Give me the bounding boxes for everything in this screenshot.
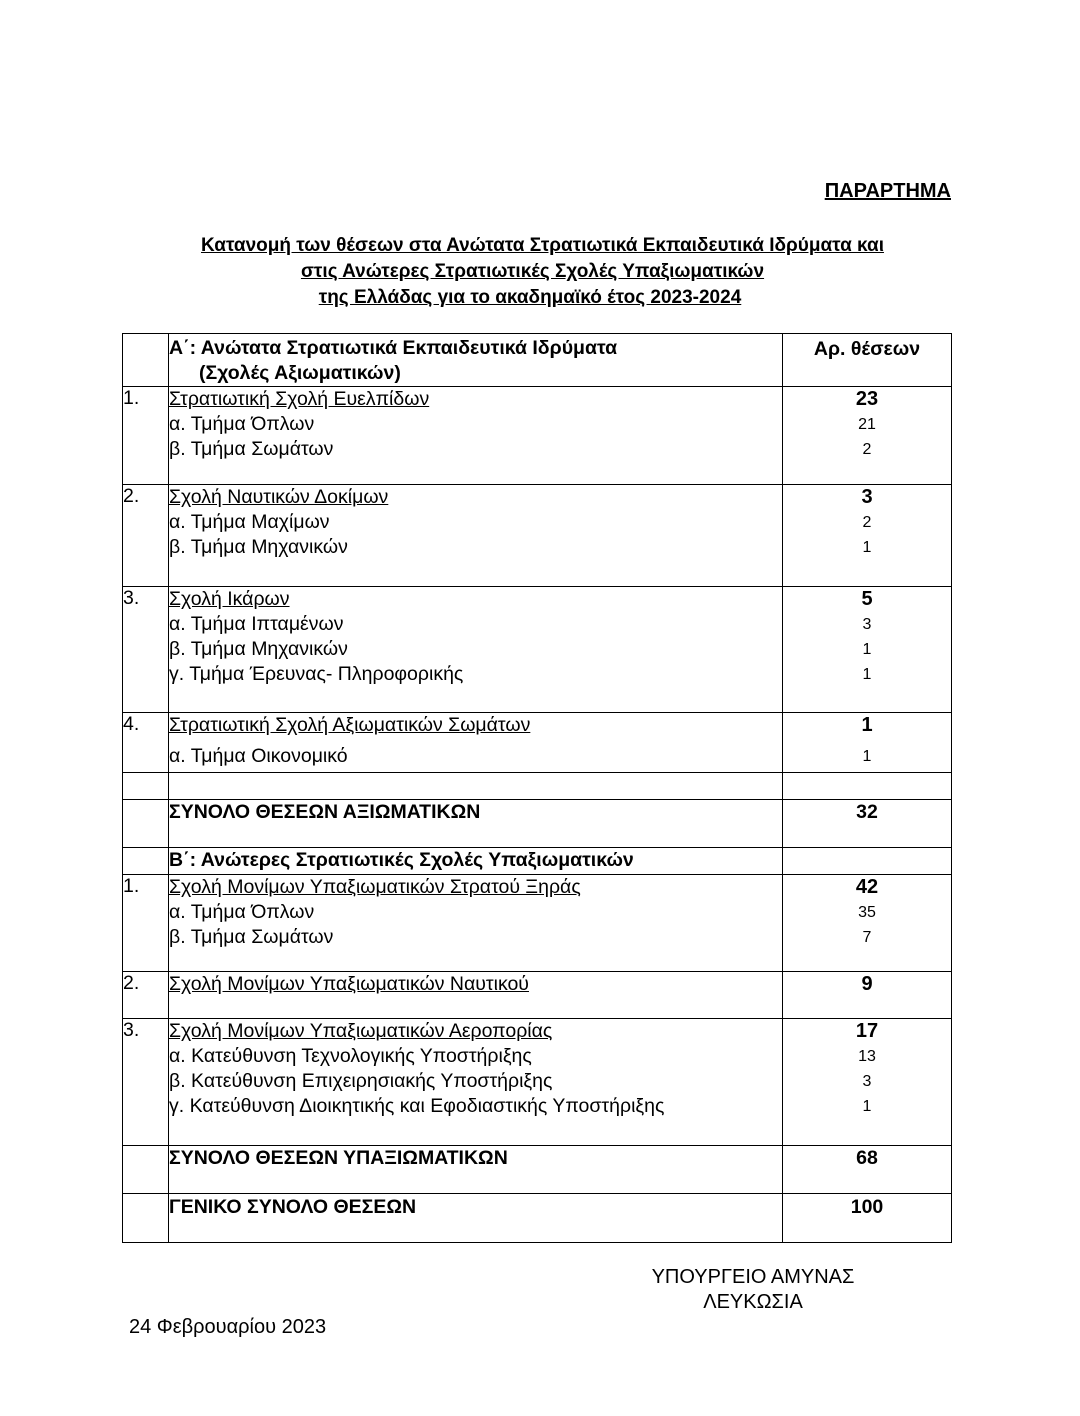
- department-label: γ. Τμήμα Έρευνας- Πληροφορικής: [169, 663, 464, 685]
- department-label: α. Κατεύθυνση Τεχνολογικής Υποστήριξης: [169, 1045, 532, 1067]
- school-name: Σχολή Ικάρων: [169, 588, 290, 610]
- grand-total-row: [123, 1194, 952, 1243]
- table-row: [123, 1019, 952, 1146]
- num-cell: [123, 334, 169, 387]
- school-name: Σχολή Μονίμων Υπαξιωματικών Ναυτικού: [169, 973, 529, 995]
- school-cell: [169, 587, 783, 713]
- school-name: Στρατιωτική Σχολή Αξιωματικών Σωμάτων: [169, 714, 531, 736]
- officers-total-label: ΣΥΝΟΛΟ ΘΕΣΕΩΝ ΑΞΙΩΜΑΤΙΚΩΝ: [169, 800, 783, 848]
- department-label: α. Τμήμα Μαχίμων: [169, 511, 330, 533]
- school-cell: [169, 713, 783, 773]
- department-value: 1: [862, 666, 872, 683]
- positions-cell: [783, 972, 952, 1019]
- grand-total-label: ΓΕΝΙΚΟ ΣΥΝΟΛΟ ΘΕΣΕΩΝ: [169, 1194, 783, 1243]
- positions-cell: [783, 587, 952, 713]
- row-number: 2.: [123, 972, 169, 1019]
- title-line-2: στις Ανώτερες Στρατιωτικές Σχολές Υπαξιωματικών: [300, 261, 765, 282]
- row-number: 3.: [123, 587, 169, 713]
- department-value: 3: [862, 1073, 872, 1090]
- section-a-title-line-1: Α΄: Ανώτατα Στρατιωτικά Εκπαιδευτικά Ιδρύματα: [169, 337, 618, 359]
- department-label: β. Κατεύθυνση Επιχειρησιακής Υποστήριξης: [169, 1070, 553, 1092]
- school-cell: [169, 875, 783, 972]
- school-cell: [169, 972, 783, 1019]
- ministry-name: ΥΠΟΥΡΓΕΙΟ ΑΜΥΝΑΣ: [651, 1266, 855, 1288]
- school-name: Στρατιωτική Σχολή Ευελπίδων: [169, 388, 430, 410]
- department-value: 7: [862, 929, 872, 946]
- school-total: 1: [861, 714, 873, 736]
- ministry-signature: [640, 1265, 866, 1315]
- table-row: [123, 387, 952, 485]
- department-label: α. Τμήμα Οικονομικό: [169, 745, 348, 767]
- department-value: 35: [858, 904, 876, 921]
- department-label: α. Τμήμα Όπλων: [169, 901, 315, 923]
- positions-cell: [783, 1019, 952, 1146]
- row-number: 1.: [123, 387, 169, 485]
- city-name: ΛΕΥΚΩΣΙΑ: [703, 1291, 803, 1313]
- department-label: β. Τμήμα Μηχανικών: [169, 536, 348, 558]
- nco-total-row: [123, 1146, 952, 1194]
- school-cell: [169, 485, 783, 587]
- officers-total-value: 32: [783, 800, 952, 848]
- row-number: 1.: [123, 875, 169, 972]
- grand-total-value: 100: [783, 1194, 952, 1243]
- department-label: β. Τμήμα Σωμάτων: [169, 926, 334, 948]
- section-a-title-line-2: (Σχολές Αξιωματικών): [199, 362, 401, 384]
- department-value: 1: [862, 748, 872, 765]
- school-total: 3: [861, 486, 873, 508]
- department-value: 1: [862, 1098, 872, 1115]
- annex-heading: ΠΑΡΑΡΤΗΜΑ: [824, 180, 951, 202]
- department-value: 13: [858, 1048, 876, 1065]
- row-number: 2.: [123, 485, 169, 587]
- document-date: 24 Φεβρουαρίου 2023: [129, 1316, 327, 1338]
- department-value: 1: [862, 539, 872, 556]
- title-line-3: της Ελλάδας για το ακαδημαϊκό έτος 2023-2024: [318, 287, 742, 308]
- positions-cell: [783, 875, 952, 972]
- school-cell: [169, 387, 783, 485]
- section-b-title: Β΄: Ανώτερες Στρατιωτικές Σχολές Υπαξιωματικών: [169, 848, 783, 875]
- school-name: Σχολή Μονίμων Υπαξιωματικών Αεροπορίας: [169, 1020, 553, 1042]
- positions-cell: [783, 485, 952, 587]
- section-a-title: [169, 334, 783, 387]
- positions-cell: [783, 713, 952, 773]
- row-number: 4.: [123, 713, 169, 773]
- department-label: β. Τμήμα Σωμάτων: [169, 438, 334, 460]
- positions-table: [122, 333, 952, 1243]
- department-label: γ. Κατεύθυνση Διοικητικής και Εφοδιαστικής Υποστήριξης: [169, 1095, 665, 1117]
- department-label: β. Τμήμα Μηχανικών: [169, 638, 348, 660]
- school-total: 17: [855, 1020, 879, 1042]
- column-header-positions: Αρ. θέσεων: [783, 334, 952, 387]
- table-row: [123, 713, 952, 773]
- table-row: [123, 972, 952, 1019]
- table-row: [123, 875, 952, 972]
- table-row: [123, 587, 952, 713]
- department-label: α. Τμήμα Όπλων: [169, 413, 315, 435]
- school-name: Σχολή Ναυτικών Δοκίμων: [169, 486, 389, 508]
- table-row: [123, 485, 952, 587]
- school-total: 9: [861, 973, 873, 995]
- department-value: 3: [862, 616, 872, 633]
- section-a-header-row: [123, 334, 952, 387]
- title-line-1: Κατανομή των θέσεων στα Ανώτατα Στρατιωτικά Εκπαιδευτικά Ιδρύματα και: [201, 235, 884, 256]
- positions-cell: [783, 387, 952, 485]
- document-title: [0, 233, 1080, 311]
- department-value: 21: [858, 416, 876, 433]
- nco-total-value: 68: [783, 1146, 952, 1194]
- school-total: 23: [855, 388, 879, 410]
- school-total: 5: [861, 588, 873, 610]
- department-value: 2: [862, 441, 872, 458]
- school-total: 42: [855, 876, 879, 898]
- row-number: 3.: [123, 1019, 169, 1146]
- section-b-header-row: [123, 848, 952, 875]
- nco-total-label: ΣΥΝΟΛΟ ΘΕΣΕΩΝ ΥΠΑΞΙΩΜΑΤΙΚΩΝ: [169, 1146, 783, 1194]
- department-label: α. Τμήμα Ιπταμένων: [169, 613, 344, 635]
- department-value: 1: [862, 641, 872, 658]
- officers-total-row: [123, 800, 952, 848]
- spacer-row: [123, 773, 952, 800]
- department-value: 2: [862, 514, 872, 531]
- school-cell: [169, 1019, 783, 1146]
- school-name: Σχολή Μονίμων Υπαξιωματικών Στρατού Ξηράς: [169, 876, 581, 898]
